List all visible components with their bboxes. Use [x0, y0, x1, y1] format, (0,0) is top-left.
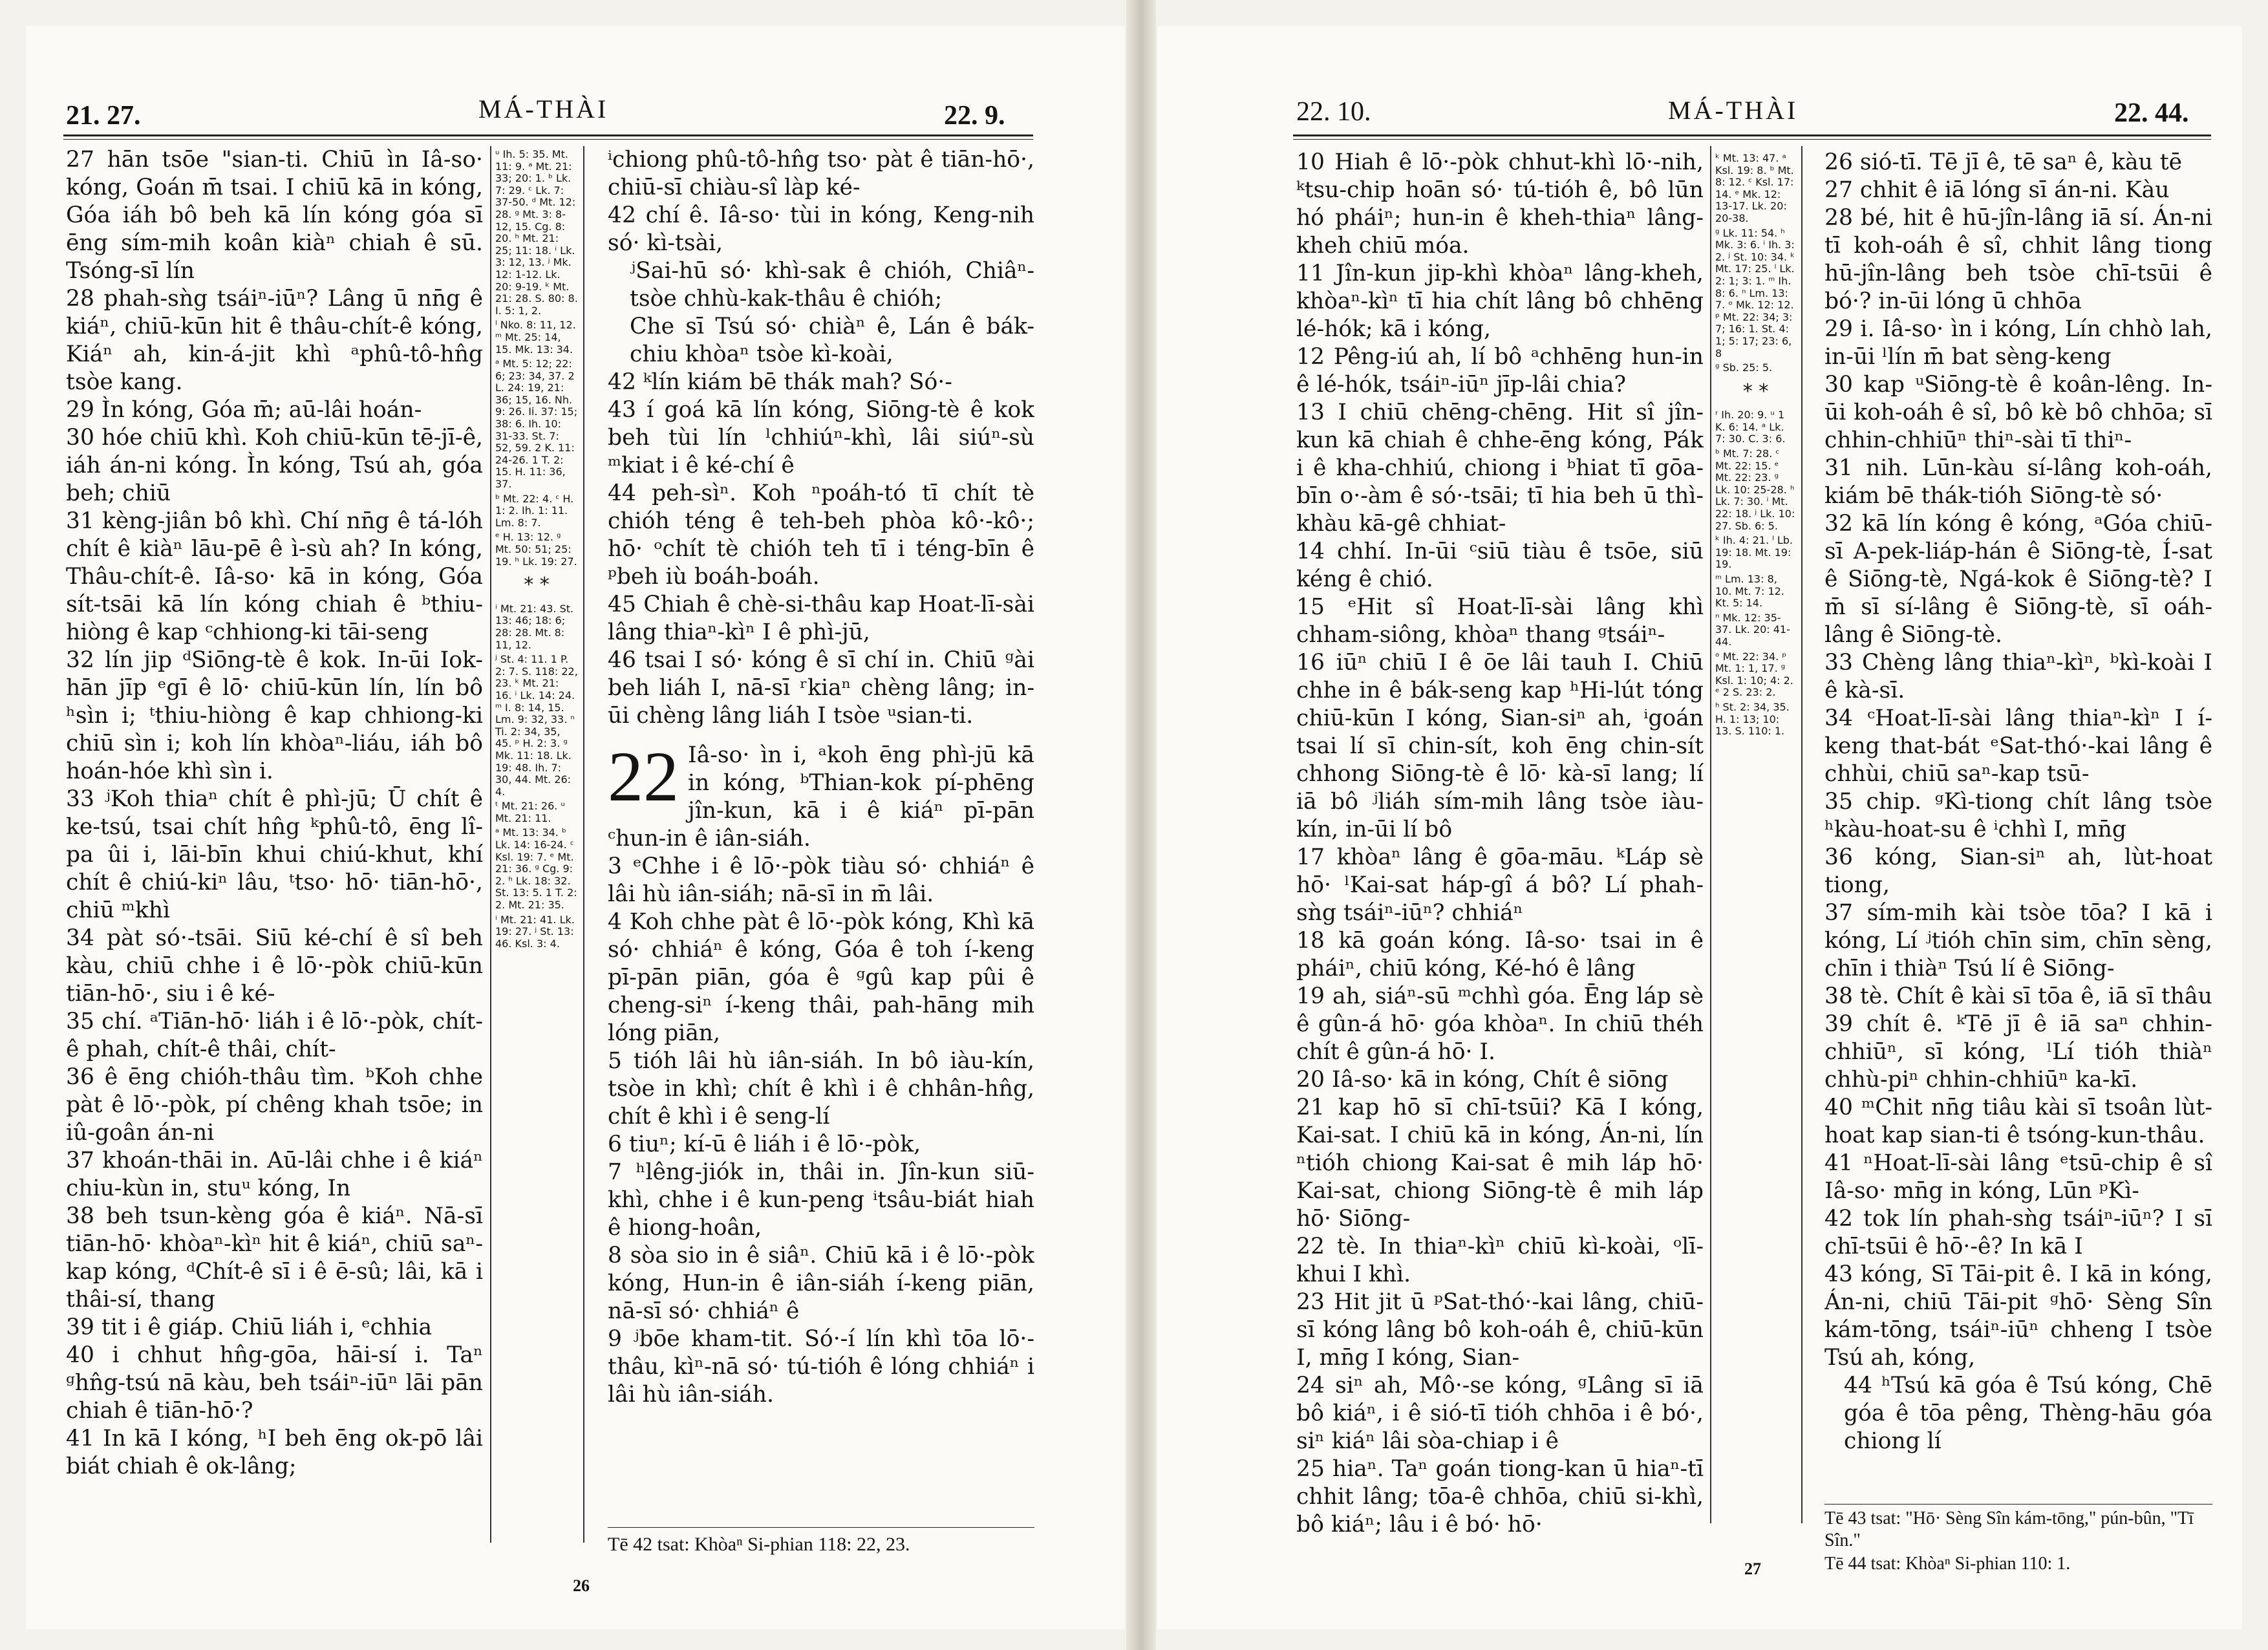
verse-paragraph: 43 kóng, Sī Tāi-pit ê. I kā in kóng, Án-ni, chiū Tāi-pit ᵍhō· Sèng Sîn kám-tōng, tsáiⁿ-iūⁿ chheng I tsòe Tsú ah, kóng, [1824, 1261, 2212, 1371]
verse-paragraph: 36 ê ēng chióh-thâu tìm. ᵇKoh chhe pàt ê lō·-pòk, pí chêng khah tsōe; in iû-goân án-ni [66, 1064, 483, 1146]
right-reference-column [1715, 153, 1796, 1523]
left-header-rule [63, 134, 1033, 136]
chapter-number: 22 [608, 737, 679, 816]
left-ref-divider-2 [583, 146, 584, 1543]
verse-paragraph: 32 lín jip ᵈSiōng-tè ê kok. In-ūi Iok-hān jīp ᵉgī ê lō· chiū-kūn lín, lín bô ʰsìn i; ᵗthiu-hiòng ê kap chhiong-ki chiū sìn i; koh lín khòaⁿ-liáu, iáh bô hoán-hóe khì sìn i. [66, 647, 483, 784]
poetry-stanza: Che sī Tsú só· chiàⁿ ê, Lán ê bák-chiu khòaⁿ tsòe kì-koài, [630, 314, 1034, 367]
section-divider-stars: * * [1742, 380, 1769, 403]
cross-reference: ᵒ Mt. 22: 34. ᵖ Mt. 1: 1, 17. ᵍ Ksl. 1: 10; 4: 2. ᵉ 2 S. 23: 2. [1715, 650, 1793, 699]
verse-paragraph: 5 tióh lâi hù iân-siáh. In bô iàu-kín, tsòe in khì; chít ê khì i ê chhân-hn̂g, chít ê khì i ê seng-lí [608, 1048, 1034, 1130]
verse-paragraph: 29 Ìn kóng, Góa m̄; aū-lâi hoán- [66, 397, 422, 423]
right-header-ref-end: 22. 44. [2114, 98, 2189, 128]
cross-reference: ᵃ Mt. 5: 12; 22: 6; 23: 34, 37. 2 L. 24: 19, 21: 36; 15, 16. Nh. 9: 26. Ii. 37: 15; 38: 6. Ih. 10: 31-33. St. 7: 52, 59. 2 K. 11: 24-26. 1 T. 2: 15. H. 11: 36, 37. [495, 358, 578, 491]
verse-paragraph: 35 chí. ᵃTiān-hō· liáh i ê lō·-pòk, chít-ê phah, chít-ê thâi, chít- [66, 1009, 483, 1062]
verse-paragraph: 19 ah, siáⁿ-sū ᵐchhì góa. Ēng láp sè ê gûn-á hō· góa khòaⁿ. In chiū théh chít ê gûn-á hō· I. [1296, 983, 1704, 1065]
verse-paragraph: 28 bé, hit ê hū-jîn-lâng iā sí. Án-ni tī koh-oáh ê sî, chhit lâng tiong hū-jîn-lâng beh tsòe chī-tsūi ê bó·? in-ūi lóng ū chhōa [1824, 205, 2212, 314]
verse-paragraph: 6 tiuⁿ; kí-ū ê liáh i ê lō·-pòk, [608, 1131, 921, 1157]
cross-reference: ʰ St. 2: 34, 35. H. 1: 13; 10: 13. S. 110: 1. [1715, 700, 1790, 738]
cross-reference: ᵉ H. 13: 12. ᵍ Mt. 50: 51; 25: 19. ʰ Lk. 19: 27. [495, 531, 577, 568]
cross-reference: ᵇ Mt. 22: 4. ᶜ H. 1: 2. Ih. 1: 11. Lm. 8: 7. [495, 492, 574, 529]
right-ref-divider-2 [1801, 146, 1803, 1523]
verse-paragraph: 46 tsai I só· kóng ê sī chí in. Chiū ᵍài beh liáh I, nā-sī ʳkiaⁿ chèng lâng; in-ūi chèng lâng liáh I tsòe ᵘsian-ti. [608, 647, 1034, 729]
verse-paragraph: 20 Iâ-so· kā in kóng, Chít ê siōng [1296, 1067, 1669, 1093]
verse-paragraph: 38 beh tsun-kèng góa ê kiáⁿ. Nā-sī tiān-hō· khòaⁿ-kìⁿ hit ê kiáⁿ, chiū saⁿ-kap kóng, ᵈChít-ê sī i ê ē-sû; lâi, kā i thâi-sí, thang [66, 1203, 483, 1312]
verse-paragraph: 3 ᵉChhe i ê lō·-pòk tiàu só· chhiáⁿ ê lâi hù iân-siáh; nā-sī in m̄ lâi. [608, 853, 1034, 907]
right-header-rule [1293, 134, 2211, 136]
left-header-rule-2 [63, 139, 1033, 140]
verse-paragraph: 24 siⁿ ah, Mô·-se kóng, ᵍLâng sī iā bô kiáⁿ, i ê sió-tī tióh chhōa i ê bó·, siⁿ kiáⁿ lâi sòa-chiap i ê [1296, 1373, 1704, 1454]
right-ref-divider-1 [1710, 146, 1711, 1523]
verse-paragraph: 17 khòaⁿ lâng ê gōa-māu. ᵏLáp sè hō· ˡKai-sat háp-gî á bô? Lí phah-sǹg tsáiⁿ-iūⁿ? chhiáⁿ [1296, 844, 1704, 926]
verse-paragraph: 42 ᵏlín kiám bē thák mah? Só·- [608, 369, 952, 395]
cross-reference: ⁱ Mt. 21: 41. Lk. 19: 27. ʲ St. 13: 46. Ksl. 3: 4. [495, 913, 575, 950]
right-header-ref-start: 22. 10. [1296, 97, 1371, 127]
verse-paragraph: 31 kèng-jiân bô khì. Chí nn̄g ê tá-lóh chít ê kiàⁿ lāu-pē ê ì-sù ah? In kóng, Thâu-chít-ê. Iâ-so· kā in kóng, Góa sít-tsāi kā lín kóng chiah ê ᵇthiu-hiòng ê kap ᶜchhiong-ki tāi-seng [66, 508, 483, 645]
verse-paragraph: 40 i chhut hn̂g-gōa, hāi-sí i. Taⁿ ᵍhn̂g-tsú nā kàu, beh tsáiⁿ-iūⁿ lāi pān chiah ê tiān-hō·? [66, 1342, 483, 1424]
right-footnote-2: Tē 44 tsat: Khòaⁿ Si-phian 110: 1. [1824, 1554, 2071, 1574]
cross-reference: ᵃ Mt. 13: 34. ᵇ Lk. 14: 16-24. ᶜ Ksl. 19: 7. ᵉ Mt. 21: 36. ᵍ Cg. 9: 2. ʰ Lk. 18: 32. St. 13: 5. 1 T. 2: 2. Mt. 21: 35. [495, 826, 577, 912]
right-footnote-1: Tē 43 tsat: "Hō· Sèng Sîn kám-tōng," pún-bûn, "Tī Sîn." [1824, 1508, 2194, 1550]
verse-paragraph: 34 ᶜHoat-lī-sài lâng thiaⁿ-kìⁿ I í-keng that-bát ᵉSat-thó·-kai lâng ê chhùi, chiū saⁿ-kap tsū- [1824, 705, 2212, 787]
verse-paragraph: 38 tè. Chít ê kài sī tōa ê, iā sī thâu [1824, 983, 2212, 1009]
cross-reference: ᵗ Mt. 21: 26. ᵘ Mt. 21: 11. [495, 800, 565, 824]
verse-paragraph: 14 chhí. In-ūi ᶜsiū tiàu ê tsōe, siū kéng ê chió. [1296, 539, 1704, 592]
verse-paragraph: 25 hiaⁿ. Taⁿ goán tiong-kan ū hiaⁿ-tī chhit lâng; tōa-ê chhōa, chiū si-khì, bô kiáⁿ; lâu i ê bó· hō· [1296, 1456, 1704, 1538]
chapter-22-opening [608, 737, 1034, 853]
cross-reference: ⁿ Mk. 12: 35-37. Lk. 20: 41-44. [1715, 611, 1790, 648]
verse-paragraph: 21 kap hō sī chī-tsūi? Kā I kóng, Kai-sat. I chiū kā in kóng, Án-ni, lín ⁿtióh chiong Kai-sat ê mih láp hō· Kai-sat, chiong Siōng-tè ê mih láp hō· Siōng- [1296, 1095, 1704, 1232]
cross-reference: ᵇ Mt. 7: 28. ᶜ Mt. 22: 15. ᵉ Mt. 22: 23. ᵍ Lk. 10: 25-28. ʰ Lk. 7: 30. ⁱ Mt. 22: 18. ʲ Lk. 10: 27. Sb. 6: 5. [1715, 447, 1795, 532]
verse-paragraph: 33 ʲKoh thiaⁿ chít ê phì-jū; Ū chít ê ke-tsú, tsai chít hn̂g ᵏphû-tô, ēng lî-pa ûi i, lāi-bīn khui chiú-khut, khí chít ê chiú-kiⁿ lâu, ᵗtso· hō· tiān-hō·, chiū ᵐkhì [66, 786, 483, 923]
verse-paragraph: 11 Jîn-kun jip-khì khòaⁿ lâng-kheh, khòaⁿ-kìⁿ tī hia chít lâng bô chhēng lé-hók; kā i kóng, [1296, 261, 1704, 342]
left-page-header [26, 87, 1125, 145]
right-footnote-rule [1824, 1504, 2212, 1505]
left-page-number: 26 [573, 1576, 590, 1595]
verse-paragraph: 37 khoán-thāi in. Aū-lâi chhe i ê kiáⁿ chiu-kùn in, stuᵘ kóng, In [66, 1148, 483, 1201]
verse-paragraph: 35 chip. ᵍKì-tiong chít lâng tsòe ʰkàu-hoat-su ê ⁱchhì I, mn̄g [1824, 789, 2212, 842]
verse-paragraph: 9 ʲbōe kham-tit. Só·-í lín khì tōa lō·-thâu, kìⁿ-nā só· tú-tióh ê lóng chhiáⁿ i lâi hù iân-siáh. [608, 1326, 1034, 1408]
right-page-header [1157, 87, 2242, 145]
cross-reference: ⁱ Mt. 21: 43. St. 13: 46; 18: 6; 28: 28. Mt. 8: 11, 12. [495, 602, 574, 651]
verse-paragraph: 15 ᵉHit sî Hoat-lī-sài lâng khì chham-siông, khòaⁿ thang ᵍtsáiⁿ- [1296, 594, 1704, 648]
verse-paragraph: 39 chít ê. ᵏTē jī ê iā saⁿ chhin-chhiūⁿ, sī kóng, ˡLí tióh thiàⁿ chhù-piⁿ chhin-chhiūⁿ ka-kī. [1824, 1011, 2212, 1093]
right-header-rule-2 [1293, 139, 2211, 140]
verse-paragraph: 37 sím-mih kài tsòe tōa? I kā i kóng, Lí ʲtióh chīn sim, chīn sèng, chīn i thiàⁿ Tsú lí ê Siōng- [1824, 900, 2212, 981]
cross-reference: ᵍ Sb. 25: 5. [1715, 361, 1773, 374]
verse-text: Iâ-so· ìn i, ᵃkoh ēng phì-jū kā in kóng, ᵇThian-kok pí-phēng jîn-kun, kā i ê kiáⁿ pī-pān ᶜhun-in ê iân-siáh. [608, 742, 1034, 852]
cross-reference: ᵏ Mt. 13: 47. ᵃ Ksl. 19: 8. ᵇ Mt. 8: 12. ᶜ Ksl. 17: 14. ᵉ Mk. 12: 13-17. Lk. 20: 20-38. [1715, 153, 1794, 224]
verse-paragraph: 44 peh-sìⁿ. Koh ⁿpoáh-tó tī chít tè chióh téng ê teh-beh phòa kô·-kô·; hō· ᵒchít tè chióh teh tī i téng-bīn ê ᵖbeh iù boáh-boáh. [608, 480, 1034, 590]
verse-paragraph: 43 í goá kā lín kóng, Siōng-tè ê kok beh tùi lín ˡchhiúⁿ-khì, lâi siúⁿ-sù ᵐkiat i ê ké-chí ê [608, 397, 1034, 478]
left-header-title: MÁ-THÀI [478, 94, 609, 123]
verse-paragraph: 40 ᵐChit nn̄g tiâu kài sī tsoân lùt-hoat kap sian-ti ê tsóng-kun-thâu. [1824, 1095, 2212, 1148]
cross-reference: ᵐ Lm. 13: 8, 10. Mt. 7: 12. Kt. 5: 14. [1715, 573, 1784, 610]
verse-paragraph: 13 I chiū chēng-chēng. Hit sî jîn-kun kā chiah ê chhe-ēng kóng, Pák i ê kha-chhiú, chiong i ᵇhiat tī gōa-bīn o·-àm ê só·-tsāi; tī hia beh ū thì-khàu kā-gê chhiat- [1296, 400, 1704, 537]
verse-paragraph: 45 Chiah ê chè-si-thâu kap Hoat-lī-sài lâng thiaⁿ-kìⁿ I ê phì-jū, [608, 592, 1034, 645]
left-page [26, 26, 1125, 1629]
right-header-title: MÁ-THÀI [1668, 96, 1799, 125]
left-header-ref-end: 22. 9. [944, 101, 1005, 131]
verse-paragraph: 10 Hiah ê lō·-pòk chhut-khì lō·-nih, ᵏtsu-chip hoān só· tú-tióh ê, bô lūn hó pháiⁿ; hun-in ê kheh-thiaⁿ lâng-kheh chiū móa. [1296, 149, 1704, 259]
left-header-ref-start: 21. 27. [66, 101, 141, 131]
verse-paragraph: 26 sió-tī. Tē jī ê, tē saⁿ ê, kàu tē [1824, 149, 2183, 175]
verse-paragraph: 41 ⁿHoat-lī-sài lâng ᵉtsū-chip ê sî Iâ-so· mn̄g in kóng, Lūn ᵖKì- [1824, 1150, 2212, 1204]
cross-reference: ᵍ Lk. 11: 54. ʰ Mk. 3: 6. ⁱ Ih. 3: 2. ʲ St. 10: 34. ᵏ Mt. 17: 25. ˡ Lk. 2: 1; 3: 1. ᵐ Ih. 8: 6. ⁿ Lm. 13: 7. ᵒ Mk. 12: 12. ᵖ Mt. 22: 34; 3: 7; 16: 1. St. 4: 1; 5: 17; 23: 6, 8 [1715, 226, 1795, 359]
verse-paragraph: 22 tè. In thiaⁿ-kìⁿ chiū kì-koài, ᵒlī-khui I khì. [1296, 1234, 1704, 1287]
cross-reference: ᵘ Ih. 5: 35. Mt. 11: 9. ᵃ Mt. 21: 33; 20: 1. ᵇ Lk. 7: 29. ᶜ Lk. 7: 37-50. ᵈ Mt. 12: 28. ᵍ Mt. 3: 8-12, 15. Cg. 8: 20. ʰ Mt. 21: 25; 11: 18. ⁱ Lk. 3: 12, 13. ʲ Mk. 12: 1-12. Lk. 20: 9-19. ᵏ Mt. 21: 28. S. 80: 8. I. 5: 1, 2. [495, 149, 578, 317]
verse-paragraph: 36 kóng, Sian-siⁿ ah, lùt-hoat tiong, [1824, 844, 2212, 898]
left-ref-divider-1 [490, 146, 491, 1543]
verse-paragraph: 41 In kā I kóng, ʰI beh ēng ok-pō lâi biát chiah ê ok-lâng; [66, 1426, 483, 1479]
left-text-column-1 [66, 146, 483, 1549]
cross-reference: ʳ Ih. 20: 9. ᵘ 1 K. 6: 14. ᵃ Lk. 7: 30. C. 3: 6. [1715, 409, 1786, 445]
cross-reference: ˡ Nko. 8: 11, 12. ᵐ Mt. 25: 14, 15. Mk. 13: 34. [495, 319, 576, 356]
verse-paragraph: 28 phah-sǹg tsáiⁿ-iūⁿ? Lâng ū nn̄g ê kiáⁿ, chiū-kūn hit ê thâu-chít-ê kóng, Kiáⁿ ah, kin-á-jit khì ᵃphû-tô-hn̂g tsòe kang. [66, 286, 483, 395]
right-page-number: 27 [1744, 1559, 1761, 1578]
right-text-column-2 [1824, 149, 2212, 1500]
cross-reference: ᵏ Ih. 4: 21. ˡ Lb. 19: 18. Mt. 19: 19. [1715, 534, 1793, 571]
book-gutter [1126, 0, 1156, 1650]
verse-paragraph: 18 kā goán kóng. Iâ-so· tsai in ê pháiⁿ, chiū kóng, Ké-hó ê lâng [1296, 928, 1704, 981]
right-text-column-1 [1296, 149, 1704, 1539]
verse-paragraph: 33 Chèng lâng thiaⁿ-kìⁿ, ᵇkì-koài I ê kà-sī. [1824, 650, 2212, 703]
verse-paragraph: 30 kap ᵘSiōng-tè ê koân-lêng. In-ūi koh-oáh ê sî, bô kè bô chhōa; sī chhin-chhiūⁿ thiⁿ-sài tī thiⁿ- [1824, 372, 2212, 453]
verse-paragraph: 32 kā lín kóng ê kóng, ᵃGóa chiū-sī A-pek-liáp-hán ê Siōng-tè, Í-sat ê Siōng-tè, Ngá-kok ê Siōng-tè? I m̄ sī sí-lâng ê Siōng-tè, sī oáh-lâng ê Siōng-tè. [1824, 511, 2212, 648]
left-reference-column [495, 149, 578, 1545]
verse-paragraph: 12 Pêng-iú ah, lí bô ᵃchhēng hun-in ê lé-hók, tsáiⁿ-iūⁿ jīp-lâi chia? [1296, 344, 1704, 398]
verse-paragraph: 23 Hit jit ū ᵖSat-thó·-kai lâng, chiū-sī kóng lâng bô koh-oáh ê, chiū-kūn I, mn̄g I kóng, Sian- [1296, 1289, 1704, 1371]
verse-paragraph: 16 iūⁿ chiū I ê ōe lâi tauh I. Chiū chhe in ê bák-seng kap ʰHi-lút tóng chiū-kūn I kóng, Sian-siⁿ ah, ⁱgoán tsai lí sī chin-sít, koh ēng chin-sít chhong Siōng-tè ê lō· kà-sī lang; lí iā bô ʲliáh sím-mih lâng tsòe iàu-kín, in-ūi lí bô [1296, 650, 1704, 842]
left-text-column-2 [608, 146, 1034, 1523]
verse-paragraph: ⁱchiong phû-tô-hn̂g tso· pàt ê tiān-hō·, chiū-sī chiàu-sî làp ké- [608, 147, 1034, 200]
verse-paragraph: 39 tit i ê giáp. Chiū liáh i, ᵉchhia [66, 1314, 433, 1340]
cross-reference: ʲ St. 4: 11. 1 P. 2: 7. S. 118: 22, 23. ᵏ Mt. 21: 16. ⁱ Lk. 14: 24. ᵐ I. 8: 14, 15. Lm. 9: 32, 33. ⁿ Ti. 2: 34, 35, 45. ᵖ H. 2: 3. ᵍ Mk. 11: 18. Lk. 19: 48. Ih. 7: 30, 44. Mt. 26: 4. [495, 653, 578, 798]
poetry-stanza: 44 ʰTsú kā góa ê Tsú kóng, Chē góa ê tōa pêng, Thèng-hāu góa chiong lí [1844, 1373, 2212, 1454]
verse-paragraph: 27 chhit ê iā lóng sī án-ni. Kàu [1824, 177, 2170, 203]
verse-paragraph: 42 tok lín phah-sǹg tsáiⁿ-iūⁿ? I sī chī-tsūi ê hō·-ê? In kā I [1824, 1206, 2212, 1259]
verse-paragraph: 34 pàt só·-tsāi. Siū ké-chí ê sî beh kàu, chiū chhe i ê lō·-pòk chiū-kūn tiān-hō·, siu i ê ké- [66, 925, 483, 1007]
left-footnote-rule [608, 1527, 1034, 1528]
left-footnote: Tē 42 tsat: Khòaⁿ Si-phian 118: 22, 23. [608, 1534, 910, 1555]
verse-paragraph: 7 ʰlêng-jiók in, thâi in. Jîn-kun siū-khì, chhe i ê kun-peng ⁱtsâu-biát hiah ê hiong-hoân, [608, 1159, 1034, 1241]
verse-paragraph: 42 chí ê. Iâ-so· tùi in kóng, Keng-nih só· kì-tsài, [608, 202, 1034, 256]
verse-paragraph: 31 nih. Lūn-kàu sí-lâng koh-oáh, kiám bē thák-tióh Siōng-tè só· [1824, 455, 2212, 509]
verse-paragraph: 29 i. Iâ-so· ìn i kóng, Lín chhò lah, in-ūi ˡlín m̄ bat sèng-keng [1824, 316, 2212, 370]
verse-paragraph: 4 Koh chhe pàt ê lō·-pòk kóng, Khì kā só· chhiáⁿ ê kóng, Góa ê toh í-keng pī-pān piān, góa ê ᵍgû kap pûi ê cheng-siⁿ í-keng thâi, pah-hāng mih lóng piān, [608, 909, 1034, 1046]
verse-paragraph: 30 hóe chiū khì. Koh chiū-kūn tē-jī-ê, iáh án-ni kóng. Ìn kóng, Tsú ah, góa beh; chiū [66, 425, 483, 506]
verse-paragraph: 27 hān tsōe "sian-ti. Chiū ìn Iâ-so· kóng, Goán m̄ tsai. I chiū kā in kóng, Góa iáh bô beh kā lín kóng góa sī ēng sím-mih koân kiàⁿ chiah ê sū. Tsóng-sī lín [66, 147, 483, 284]
section-divider-stars: * * [524, 573, 550, 597]
right-page [1157, 26, 2242, 1629]
verse-paragraph: 8 sòa sio in ê siâⁿ. Chiū kā i ê lō·-pòk kóng, Hun-in ê iân-siáh í-keng piān, nā-sī só· chhiáⁿ ê [608, 1243, 1034, 1324]
poetry-stanza: ʲSai-hū só· khì-sak ê chióh, Chiâⁿ-tsòe chhù-kak-thâu ê chióh; [630, 258, 1034, 312]
